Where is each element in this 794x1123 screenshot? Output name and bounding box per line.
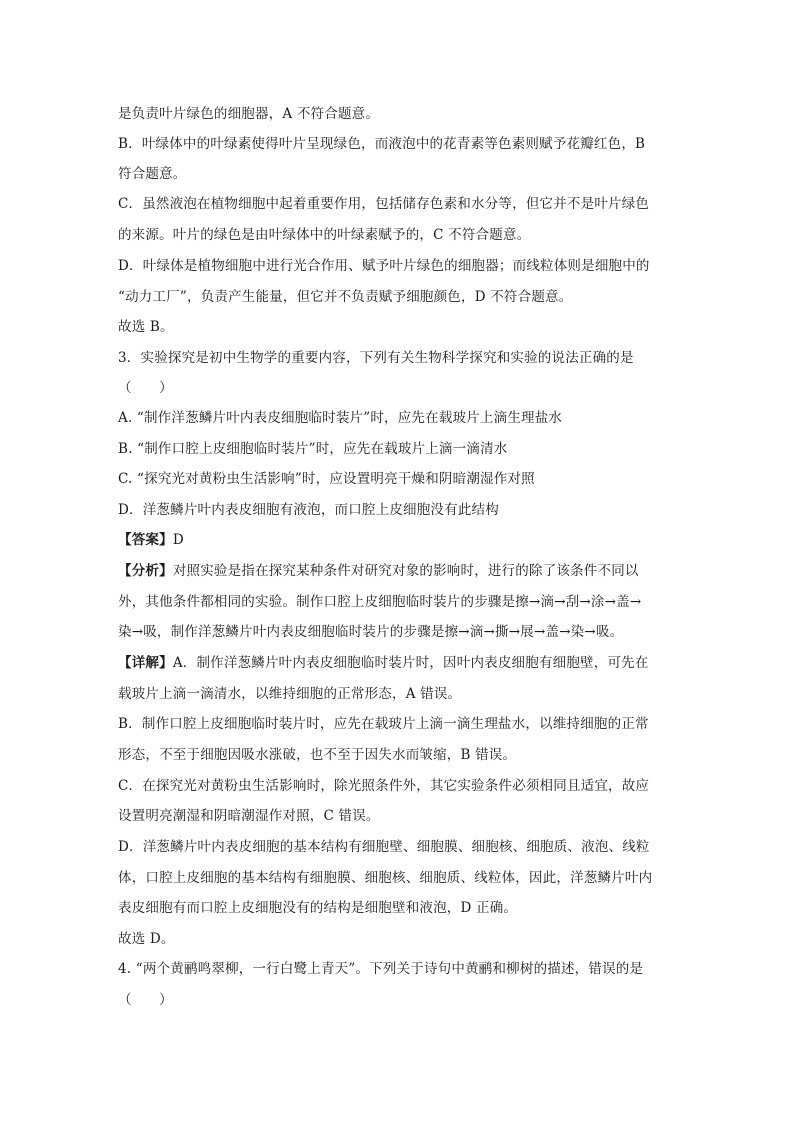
option-d: D．洋葱鳞片叶内表皮细胞有液泡，而口腔上皮细胞没有此结构 <box>118 502 499 518</box>
analysis-text: 对照实验是指在探究某种条件对研究对象的影响时，进行的除了该条件不同以 <box>172 563 639 579</box>
text-line: D．洋葱鳞片叶内表皮细胞的基本结构有细胞壁、细胞膜、细胞核、细胞质、液泡、线粒 <box>118 839 650 855</box>
text-line: B．制作口腔上皮细胞临时装片时，应先在载玻片上滴一滴生理盐水，以维持细胞的正常 <box>118 716 649 732</box>
text-line: 故选 D。 <box>118 931 175 947</box>
explanation-line <box>118 653 649 673</box>
option-a: A. “制作洋葱鳞片叶内表皮细胞临时装片”时，应先在载玻片上滴生理盐水 <box>118 410 563 426</box>
text-line: B．叶绿体中的叶绿素使得叶片呈现绿色，而液泡中的花青素等色素则赋予花瓣红色，B <box>118 136 646 152</box>
text-line: 形态，不至于细胞因吸水涨破，也不至于因失水而皱缩，B 错误。 <box>118 747 517 763</box>
analysis-tag: 【分析】 <box>118 563 173 579</box>
answer-bracket: （ ） <box>118 380 173 396</box>
text-line: 的来源。叶片的绿色是由叶绿体中的叶绿素赋予的，C 不符合题意。 <box>118 227 531 243</box>
text-line: C．虽然液泡在植物细胞中起着重要作用，包括储存色素和水分等，但它并不是叶片绿色 <box>118 196 650 212</box>
text-line: 故选 B。 <box>118 319 174 335</box>
text-line: “动力工厂”，负责产生能量，但它并不负责赋予细胞颜色，D 不符合题意。 <box>118 289 573 305</box>
option-c: C. “探究光对黄粉虫生活影响”时，应设置明亮干燥和阴暗潮湿作对照 <box>118 471 535 487</box>
text-line: C．在探究光对黄粉虫生活影响时，除光照条件外，其它实验条件必须相同且适宜，故应 <box>118 778 650 794</box>
explanation-tag: 【详解】 <box>118 655 173 671</box>
text-line: D．叶绿体是植物细胞中进行光合作用、赋予叶片绿色的细胞器；而线粒体则是细胞中的 <box>118 258 650 274</box>
question-stem: 4. “两个黄鹂鸣翠柳，一行白鹭上青天”。下列关于诗句中黄鹂和柳树的描述，错误的是 <box>118 961 644 977</box>
text-line: 表皮细胞有而口腔上皮细胞没有的结构是细胞壁和液泡，D 正确。 <box>118 900 518 916</box>
option-b: B. “制作口腔上皮细胞临时装片”时，应先在载玻片上滴一滴清水 <box>118 441 508 457</box>
text-line: 染→吸，制作洋葱鳞片叶内表皮细胞临时装片的步骤是擦→滴→撕→展→盖→染→吸。 <box>118 624 624 640</box>
text-line: 外，其他条件都相同的实验。制作口腔上皮细胞临时装片的步骤是擦→滴→刮→涂→盖→ <box>118 594 642 610</box>
answer-tag: 【答案】 <box>118 532 173 548</box>
text-line: 体，口腔上皮细胞的基本结构有细胞膜、细胞核、细胞质、线粒体，因此，洋葱鳞片叶内 <box>118 870 653 886</box>
question-stem: 3．实验探究是初中生物学的重要内容，下列有关生物科学探究和实验的说法正确的是 <box>118 350 634 366</box>
text-line: 符合题意。 <box>118 166 187 182</box>
text-line: 是负责叶片绿色的细胞器，A 不符合题意。 <box>118 106 380 122</box>
answer-value: D <box>172 532 184 548</box>
answer-line <box>118 530 184 550</box>
text-line: 设置明亮潮湿和阴暗潮湿作对照，C 错误。 <box>118 808 380 824</box>
analysis-line <box>118 561 639 581</box>
answer-bracket: （ ） <box>118 992 173 1008</box>
text-line: 载玻片上滴一滴清水，以维持细胞的正常形态，A 错误。 <box>118 686 462 702</box>
explanation-text: A．制作洋葱鳞片叶内表皮细胞临时装片时，因叶内表皮细胞有细胞壁，可先在 <box>172 655 649 671</box>
